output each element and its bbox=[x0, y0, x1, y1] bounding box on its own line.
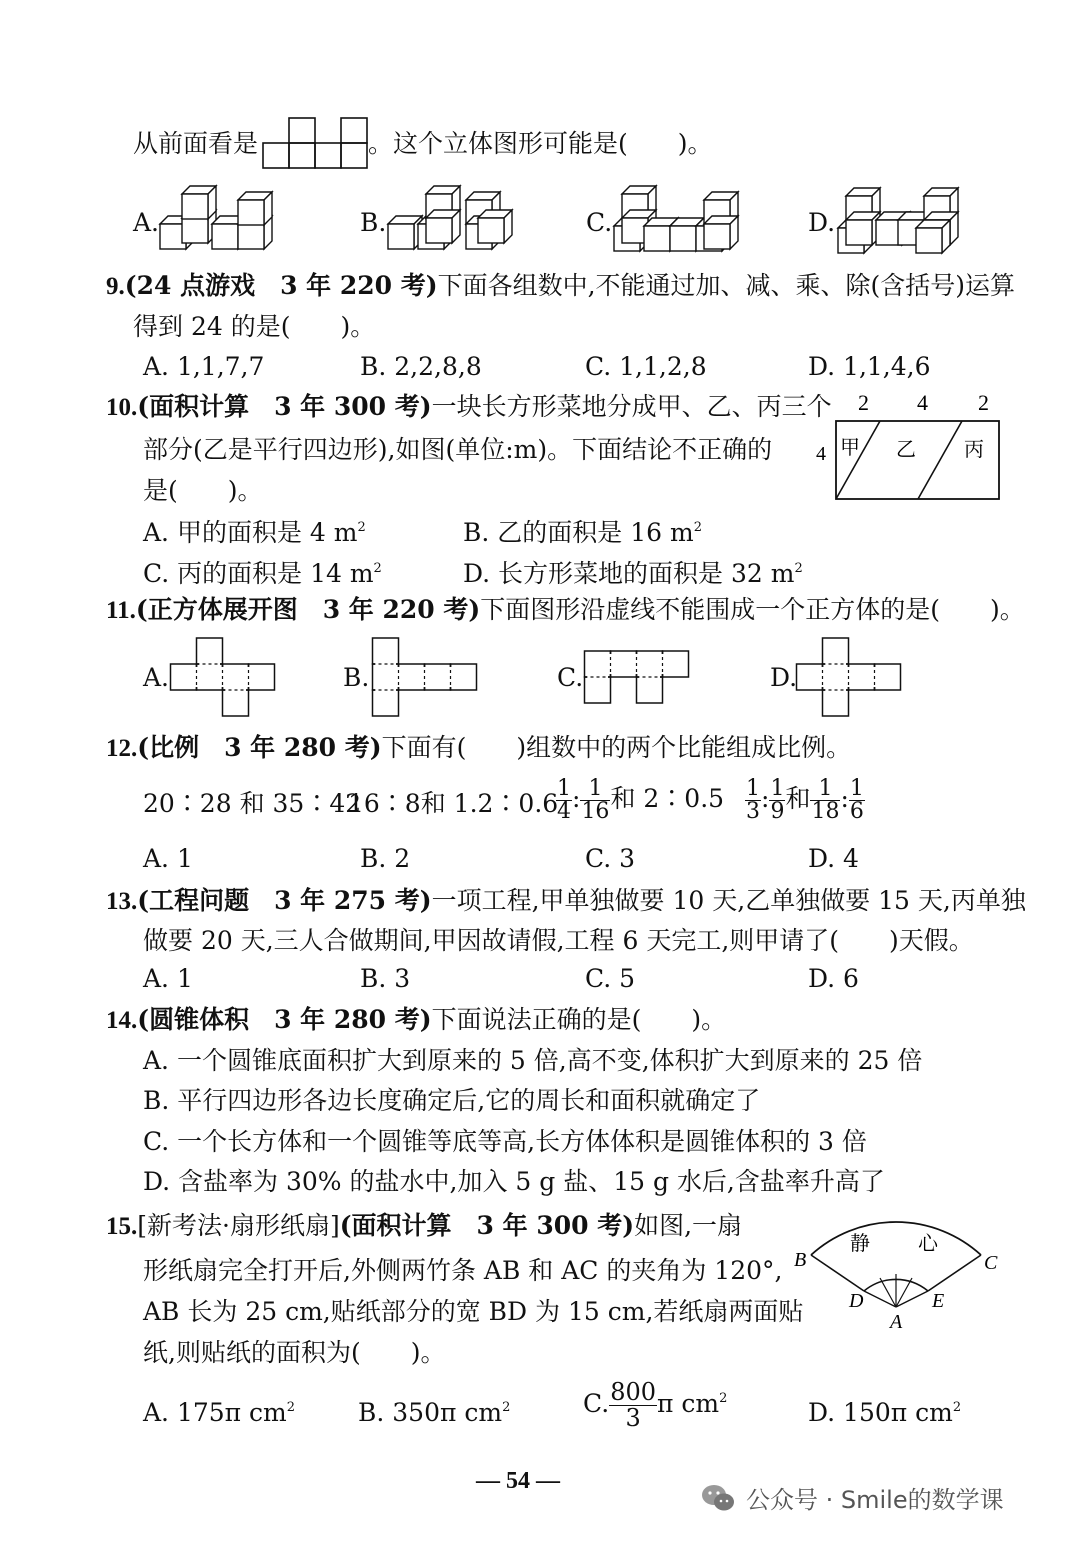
q15-fan-text-1: 静 bbox=[850, 1231, 870, 1255]
q12-frac-1-4 bbox=[556, 778, 572, 823]
q15-option-c-sq: 2 bbox=[719, 1391, 728, 1406]
q12-colon: : bbox=[761, 784, 770, 813]
q14-option-c[interactable]: C. 一个长方体和一个圆锥等底等高,长方体体积是圆锥体积的 3 倍 bbox=[143, 1127, 867, 1156]
q12-colon: : bbox=[572, 784, 581, 813]
q12-frac-1-6 bbox=[849, 778, 865, 823]
q15-line4: 纸,则贴纸的面积为( )。 bbox=[143, 1338, 446, 1367]
q13-option-a[interactable]: A. 1 bbox=[143, 964, 193, 993]
q15-label-c: C bbox=[984, 1252, 998, 1274]
q15-option-b[interactable] bbox=[358, 1392, 510, 1429]
q12-frac-num: 1 bbox=[849, 776, 864, 801]
q13-option-c[interactable]: C. 5 bbox=[585, 964, 636, 993]
q15-option-a[interactable] bbox=[143, 1392, 295, 1429]
q10-top-label-2: 4 bbox=[917, 390, 928, 415]
q12-group-3-and: 和 2∶0.5 bbox=[610, 784, 725, 813]
q11-net-a bbox=[170, 637, 276, 719]
q12-colon: : bbox=[840, 784, 849, 813]
q11-text1: 下面图形沿虚线不能围成一个正方体的是( )。 bbox=[480, 595, 1025, 624]
q11-option-d[interactable]: D. bbox=[770, 663, 798, 692]
q15-label-e: E bbox=[932, 1290, 945, 1312]
q15-tag: (面积计算 3 年 300 考) bbox=[339, 1211, 635, 1240]
q15-fan-figure bbox=[790, 1205, 1004, 1333]
q13-tag: (工程问题 3 年 275 考) bbox=[137, 886, 432, 915]
q12-frac-num: 1 bbox=[770, 776, 785, 801]
q15-option-d-sq: 2 bbox=[952, 1400, 962, 1415]
q12-frac-den: 6 bbox=[849, 799, 864, 824]
q10-option-b-sq: 2 bbox=[693, 520, 702, 535]
q12-frac-1-18 bbox=[810, 778, 840, 823]
q8-stem-suffix: 。这个立体图形可能是( )。 bbox=[368, 129, 713, 158]
q12-group-1: 20∶28 和 35∶42 bbox=[143, 789, 362, 818]
q15-line1 bbox=[106, 1210, 742, 1243]
q15-option-b-text: B. 350π cm bbox=[358, 1398, 503, 1427]
q9-option-d[interactable]: D. 1,1,4,6 bbox=[808, 352, 931, 381]
q10-option-a-text: A. 甲的面积是 4 m bbox=[143, 518, 358, 547]
q12-frac-1-3 bbox=[745, 778, 761, 823]
q8-stem bbox=[133, 128, 713, 160]
q10-number: 10. bbox=[106, 394, 138, 421]
q12-text1: 下面有( )组数中的两个比能组成比例。 bbox=[381, 733, 852, 762]
q12-group-3 bbox=[556, 778, 724, 823]
q10-option-b-text: B. 乙的面积是 16 m bbox=[463, 518, 694, 547]
q11-net-b bbox=[372, 637, 478, 719]
q9-option-c[interactable]: C. 1,1,2,8 bbox=[585, 352, 707, 381]
q15-option-c-num: 800 bbox=[610, 1378, 656, 1406]
q11-option-b[interactable]: B. bbox=[343, 663, 370, 692]
q14-line1 bbox=[106, 1004, 726, 1037]
q10-text1: 一块长方形菜地分成甲、乙、丙三个 bbox=[431, 392, 832, 421]
q13-number: 13. bbox=[106, 888, 138, 915]
q10-option-d-text: D. 长方形菜地的面积是 32 m bbox=[463, 559, 795, 588]
q9-line2: 得到 24 的是( )。 bbox=[133, 312, 376, 341]
q15-option-d-text: D. 150π cm bbox=[808, 1398, 953, 1427]
wechat-icon bbox=[700, 1483, 736, 1513]
q10-tag: (面积计算 3 年 300 考) bbox=[137, 392, 432, 421]
q10-line1 bbox=[106, 391, 832, 424]
q15-number: 15. bbox=[106, 1213, 138, 1240]
q12-group-4-and: 和 bbox=[785, 784, 811, 813]
q15-option-c-frac bbox=[609, 1380, 657, 1431]
q15-label: [新考法·扇形纸扇] bbox=[137, 1211, 340, 1240]
q15-text1: 如图,一扇 bbox=[634, 1211, 743, 1240]
q15-line3: AB 长为 25 cm,贴纸部分的宽 BD 为 15 cm,若纸扇两面贴 bbox=[143, 1297, 804, 1326]
q12-frac-num: 1 bbox=[557, 776, 571, 801]
q12-number: 12. bbox=[106, 735, 138, 762]
q11-tag: (正方体展开图 3 年 220 考) bbox=[135, 595, 481, 624]
q12-frac-1-16 bbox=[580, 778, 610, 823]
q12-frac-num: 1 bbox=[580, 778, 610, 801]
q11-option-a[interactable]: A. bbox=[143, 663, 170, 692]
q10-line2: 部分(乙是平行四边形),如图(单位:m)。下面结论不正确的 bbox=[143, 435, 773, 464]
q14-tag: (圆锥体积 3 年 280 考) bbox=[137, 1005, 432, 1034]
q10-option-a[interactable] bbox=[143, 512, 366, 549]
q10-line3: 是( )。 bbox=[143, 476, 263, 505]
q8-option-a[interactable]: A. bbox=[133, 208, 160, 237]
q12-line1 bbox=[106, 732, 851, 765]
q15-label-b: B bbox=[794, 1249, 807, 1271]
q15-label-d: D bbox=[849, 1290, 864, 1312]
q8-front-view-figure bbox=[262, 117, 374, 169]
q12-option-b[interactable]: B. 2 bbox=[360, 844, 411, 873]
q14-option-d[interactable]: D. 含盐率为 30% 的盐水中,加入 5 g 盐、15 g 水后,含盐率升高了 bbox=[143, 1167, 885, 1196]
q11-option-c[interactable]: C. bbox=[557, 663, 584, 692]
q10-option-b[interactable] bbox=[463, 512, 702, 549]
q15-option-a-sq: 2 bbox=[286, 1400, 296, 1415]
q8-option-c[interactable]: C. bbox=[586, 208, 613, 237]
q12-option-c[interactable]: C. 3 bbox=[585, 844, 636, 873]
q13-line1 bbox=[106, 885, 1026, 918]
q12-frac-den: 16 bbox=[581, 799, 610, 824]
q13-text1: 一项工程,甲单独做要 10 天,乙单独做要 15 天,丙单独 bbox=[431, 886, 1026, 915]
q15-fan-text-2: 心 bbox=[918, 1231, 938, 1255]
q15-option-d[interactable] bbox=[808, 1392, 961, 1429]
q12-frac-num: 1 bbox=[810, 778, 840, 801]
q9-text1: 下面各组数中,不能通过加、减、乘、除(含括号)运算 bbox=[437, 271, 1016, 300]
q8-option-b[interactable]: B. bbox=[360, 208, 387, 237]
q9-number: 9. bbox=[106, 273, 125, 300]
q15-option-c-den: 3 bbox=[625, 1404, 641, 1432]
q10-part-yi: 乙 bbox=[896, 437, 916, 461]
q10-top-label-1: 2 bbox=[858, 390, 869, 415]
q15-option-c-text: π cm bbox=[657, 1389, 720, 1418]
q9-line1 bbox=[106, 270, 1015, 303]
q12-tag: (比例 3 年 280 考) bbox=[137, 733, 382, 762]
q13-option-d[interactable]: D. 6 bbox=[808, 964, 859, 993]
q13-option-b[interactable]: B. 3 bbox=[360, 964, 411, 993]
q12-group-2: 16∶8和 1.2∶0.6 bbox=[348, 789, 559, 818]
q10-side-label: 4 bbox=[816, 443, 826, 465]
q8-figure-b bbox=[388, 186, 518, 252]
q10-part-jia: 甲 bbox=[840, 435, 860, 459]
q10-part-bing: 丙 bbox=[964, 437, 984, 461]
q11-line1 bbox=[106, 594, 1025, 627]
q15-option-b-sq: 2 bbox=[502, 1400, 511, 1415]
q12-group-4 bbox=[745, 778, 865, 823]
q14-option-a[interactable]: A. 一个圆锥底面积扩大到原来的 5 倍,高不变,体积扩大到原来的 25 倍 bbox=[143, 1046, 923, 1075]
q10-option-c-text: C. 丙的面积是 14 m bbox=[143, 559, 374, 588]
q10-option-c-sq: 2 bbox=[373, 561, 382, 576]
q12-option-a[interactable]: A. 1 bbox=[143, 844, 193, 873]
q8-figure-a bbox=[160, 186, 280, 252]
q11-net-c bbox=[584, 650, 690, 706]
q10-option-a-sq: 2 bbox=[357, 520, 366, 535]
q12-frac-den: 3 bbox=[746, 799, 760, 824]
q8-option-d[interactable]: D. bbox=[808, 208, 836, 237]
q12-frac-den: 9 bbox=[770, 799, 785, 824]
q9-tag: (24 点游戏 3 年 220 考) bbox=[124, 271, 438, 300]
q13-line2: 做要 20 天,三人合做期间,甲因故请假,工程 6 天完工,则甲请了( )天假。 bbox=[143, 926, 974, 955]
q15-option-c[interactable] bbox=[583, 1380, 727, 1431]
q8-figure-c bbox=[614, 180, 744, 252]
q10-option-c[interactable] bbox=[143, 553, 382, 590]
q14-number: 14. bbox=[106, 1007, 138, 1034]
q10-top-label-3: 2 bbox=[978, 390, 989, 415]
q11-net-d bbox=[796, 637, 902, 719]
page-number: — 54 — bbox=[476, 1468, 560, 1494]
watermark-text: 公众号 · Smile的数学课 bbox=[746, 1486, 1004, 1514]
q10-field-figure bbox=[814, 388, 1004, 503]
q12-frac-num: 1 bbox=[746, 776, 760, 801]
q15-line2: 形纸扇完全打开后,外侧两竹条 AB 和 AC 的夹角为 120°, bbox=[143, 1256, 783, 1285]
q14-option-b[interactable]: B. 平行四边形各边长度确定后,它的周长和面积就确定了 bbox=[143, 1086, 761, 1115]
watermark bbox=[700, 1480, 1004, 1515]
q14-text1: 下面说法正确的是( )。 bbox=[431, 1005, 727, 1034]
q8-figure-d bbox=[838, 182, 968, 254]
q10-option-d[interactable] bbox=[463, 553, 803, 590]
q12-option-d[interactable]: D. 4 bbox=[808, 844, 859, 873]
q15-option-c-label: C. bbox=[583, 1389, 610, 1418]
q15-label-a: A bbox=[890, 1311, 903, 1333]
q12-frac-1-9 bbox=[769, 778, 785, 823]
q11-number: 11. bbox=[106, 597, 136, 624]
q8-stem-prefix: 从前面看是 bbox=[133, 129, 259, 158]
q15-option-a-text: A. 175π cm bbox=[143, 1398, 287, 1427]
q12-frac-den: 4 bbox=[557, 799, 571, 824]
q10-option-d-sq: 2 bbox=[794, 561, 803, 576]
q12-frac-den: 18 bbox=[811, 799, 840, 824]
q9-option-a[interactable]: A. 1,1,7,7 bbox=[143, 352, 265, 381]
q9-option-b[interactable]: B. 2,2,8,8 bbox=[360, 352, 482, 381]
